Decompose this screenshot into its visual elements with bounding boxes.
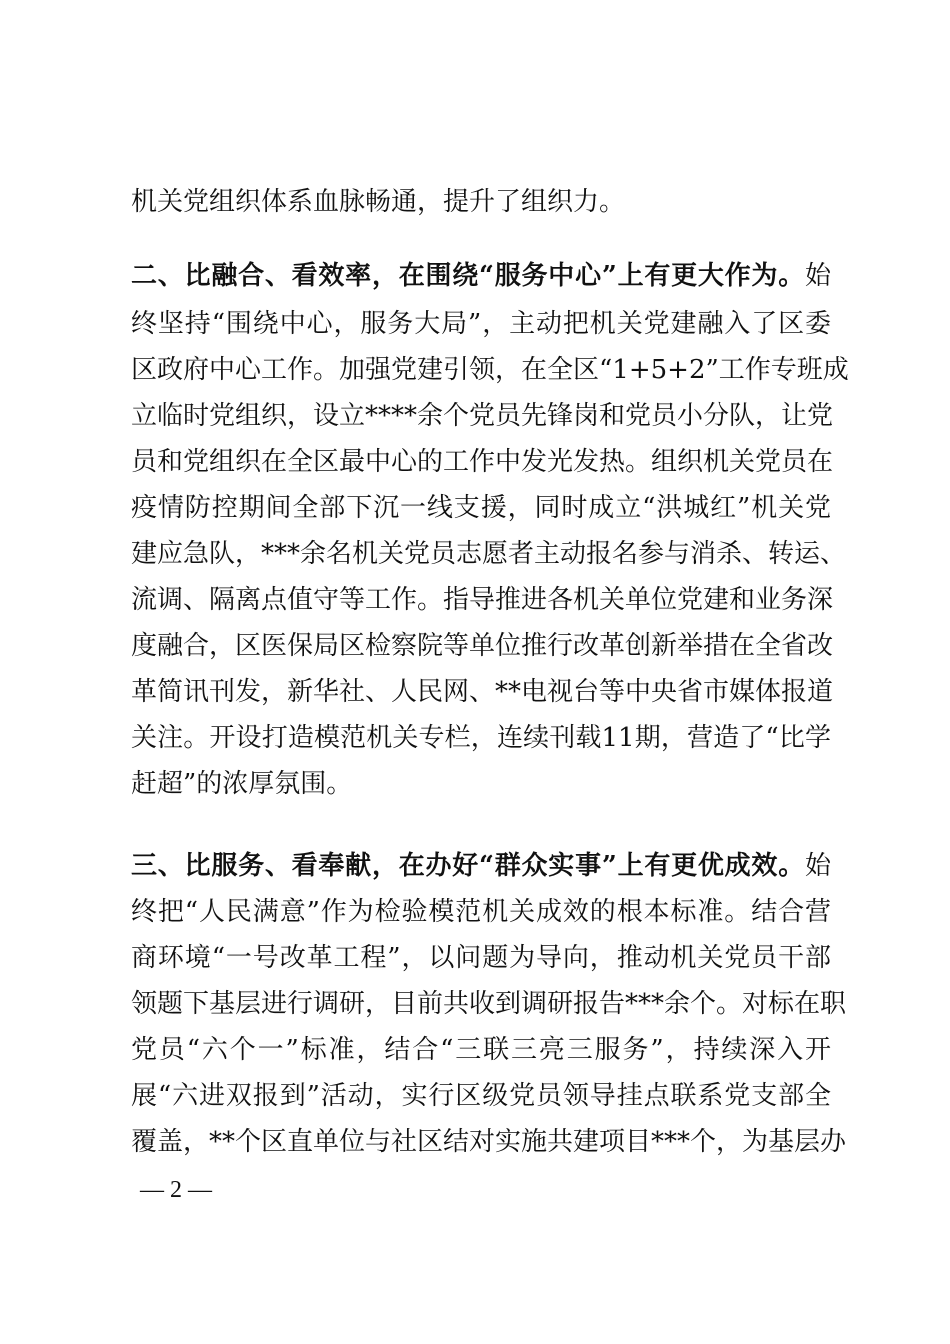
- paragraph-line: 疫情防控期间全部下沉一线支援，同时成立“洪城红”机关党: [131, 493, 831, 523]
- section-heading: 三、比服务、看奉献，在办好“群众实事”上有更优成效。: [131, 851, 805, 881]
- paragraph-line: 覆盖，**个区直单位与社区结对实施共建项目***个，为基层办: [131, 1127, 847, 1157]
- paragraph-line: 区政府中心工作。加强党建引领，在全区“1+5+2”工作专班成: [131, 355, 849, 385]
- paragraph-line: 展“六进双报到”活动，实行区级党员领导挂点联系党支部全: [131, 1081, 831, 1111]
- paragraph-line: 领题下基层进行调研，目前共收到调研报告***余个。对标在职: [131, 989, 847, 1019]
- paragraph-line: 流调、隔离点值守等工作。指导推进各机关单位党建和业务深: [131, 585, 834, 615]
- paragraph-line: 党员“六个一”标准，结合“三联三亮三服务”，持续深入开: [131, 1035, 831, 1065]
- section-heading-line: [131, 846, 831, 886]
- paragraph-line: 革简讯刊发，新华社、人民网、**电视台等中央省市媒体报道: [131, 677, 834, 707]
- paragraph-line: 终坚持“围绕中心，服务大局”，主动把机关党建融入了区委: [131, 309, 831, 339]
- paragraph-line: 终把“人民满意”作为检验模范机关成效的根本标准。结合营: [131, 897, 831, 927]
- paragraph-line: 建应急队，***余名机关党员志愿者主动报名参与消杀、转运、: [131, 539, 847, 569]
- paragraph-line: 关注。开设打造模范机关专栏，连续刊载11期，营造了“比学: [131, 723, 831, 753]
- paragraph-line: 始: [804, 851, 831, 881]
- section-heading: 二、比融合、看效率，在围绕“服务中心”上有更大作为。: [131, 261, 805, 291]
- continuation-text: 机关党组织体系血脉畅通，提升了组织力。: [131, 187, 626, 217]
- paragraph-line: 商环境“一号改革工程”，以问题为导向，推动机关党员干部: [131, 943, 831, 973]
- section-heading-line: [131, 256, 831, 296]
- paragraph-line: 始: [804, 261, 831, 291]
- paragraph-line: 赶超”的浓厚氛围。: [131, 769, 353, 799]
- paragraph-line: 员和党组织在全区最中心的工作中发光发热。组织机关党员在: [131, 447, 834, 477]
- page-number: — 2 —: [140, 1177, 212, 1203]
- paragraph-line: 立临时党组织，设立****余个党员先锋岗和党员小分队，让党: [131, 401, 834, 431]
- continuation-paragraph: [131, 182, 831, 222]
- paragraph-line: 度融合，区医保局区检察院等单位推行改革创新举措在全省改: [131, 631, 834, 661]
